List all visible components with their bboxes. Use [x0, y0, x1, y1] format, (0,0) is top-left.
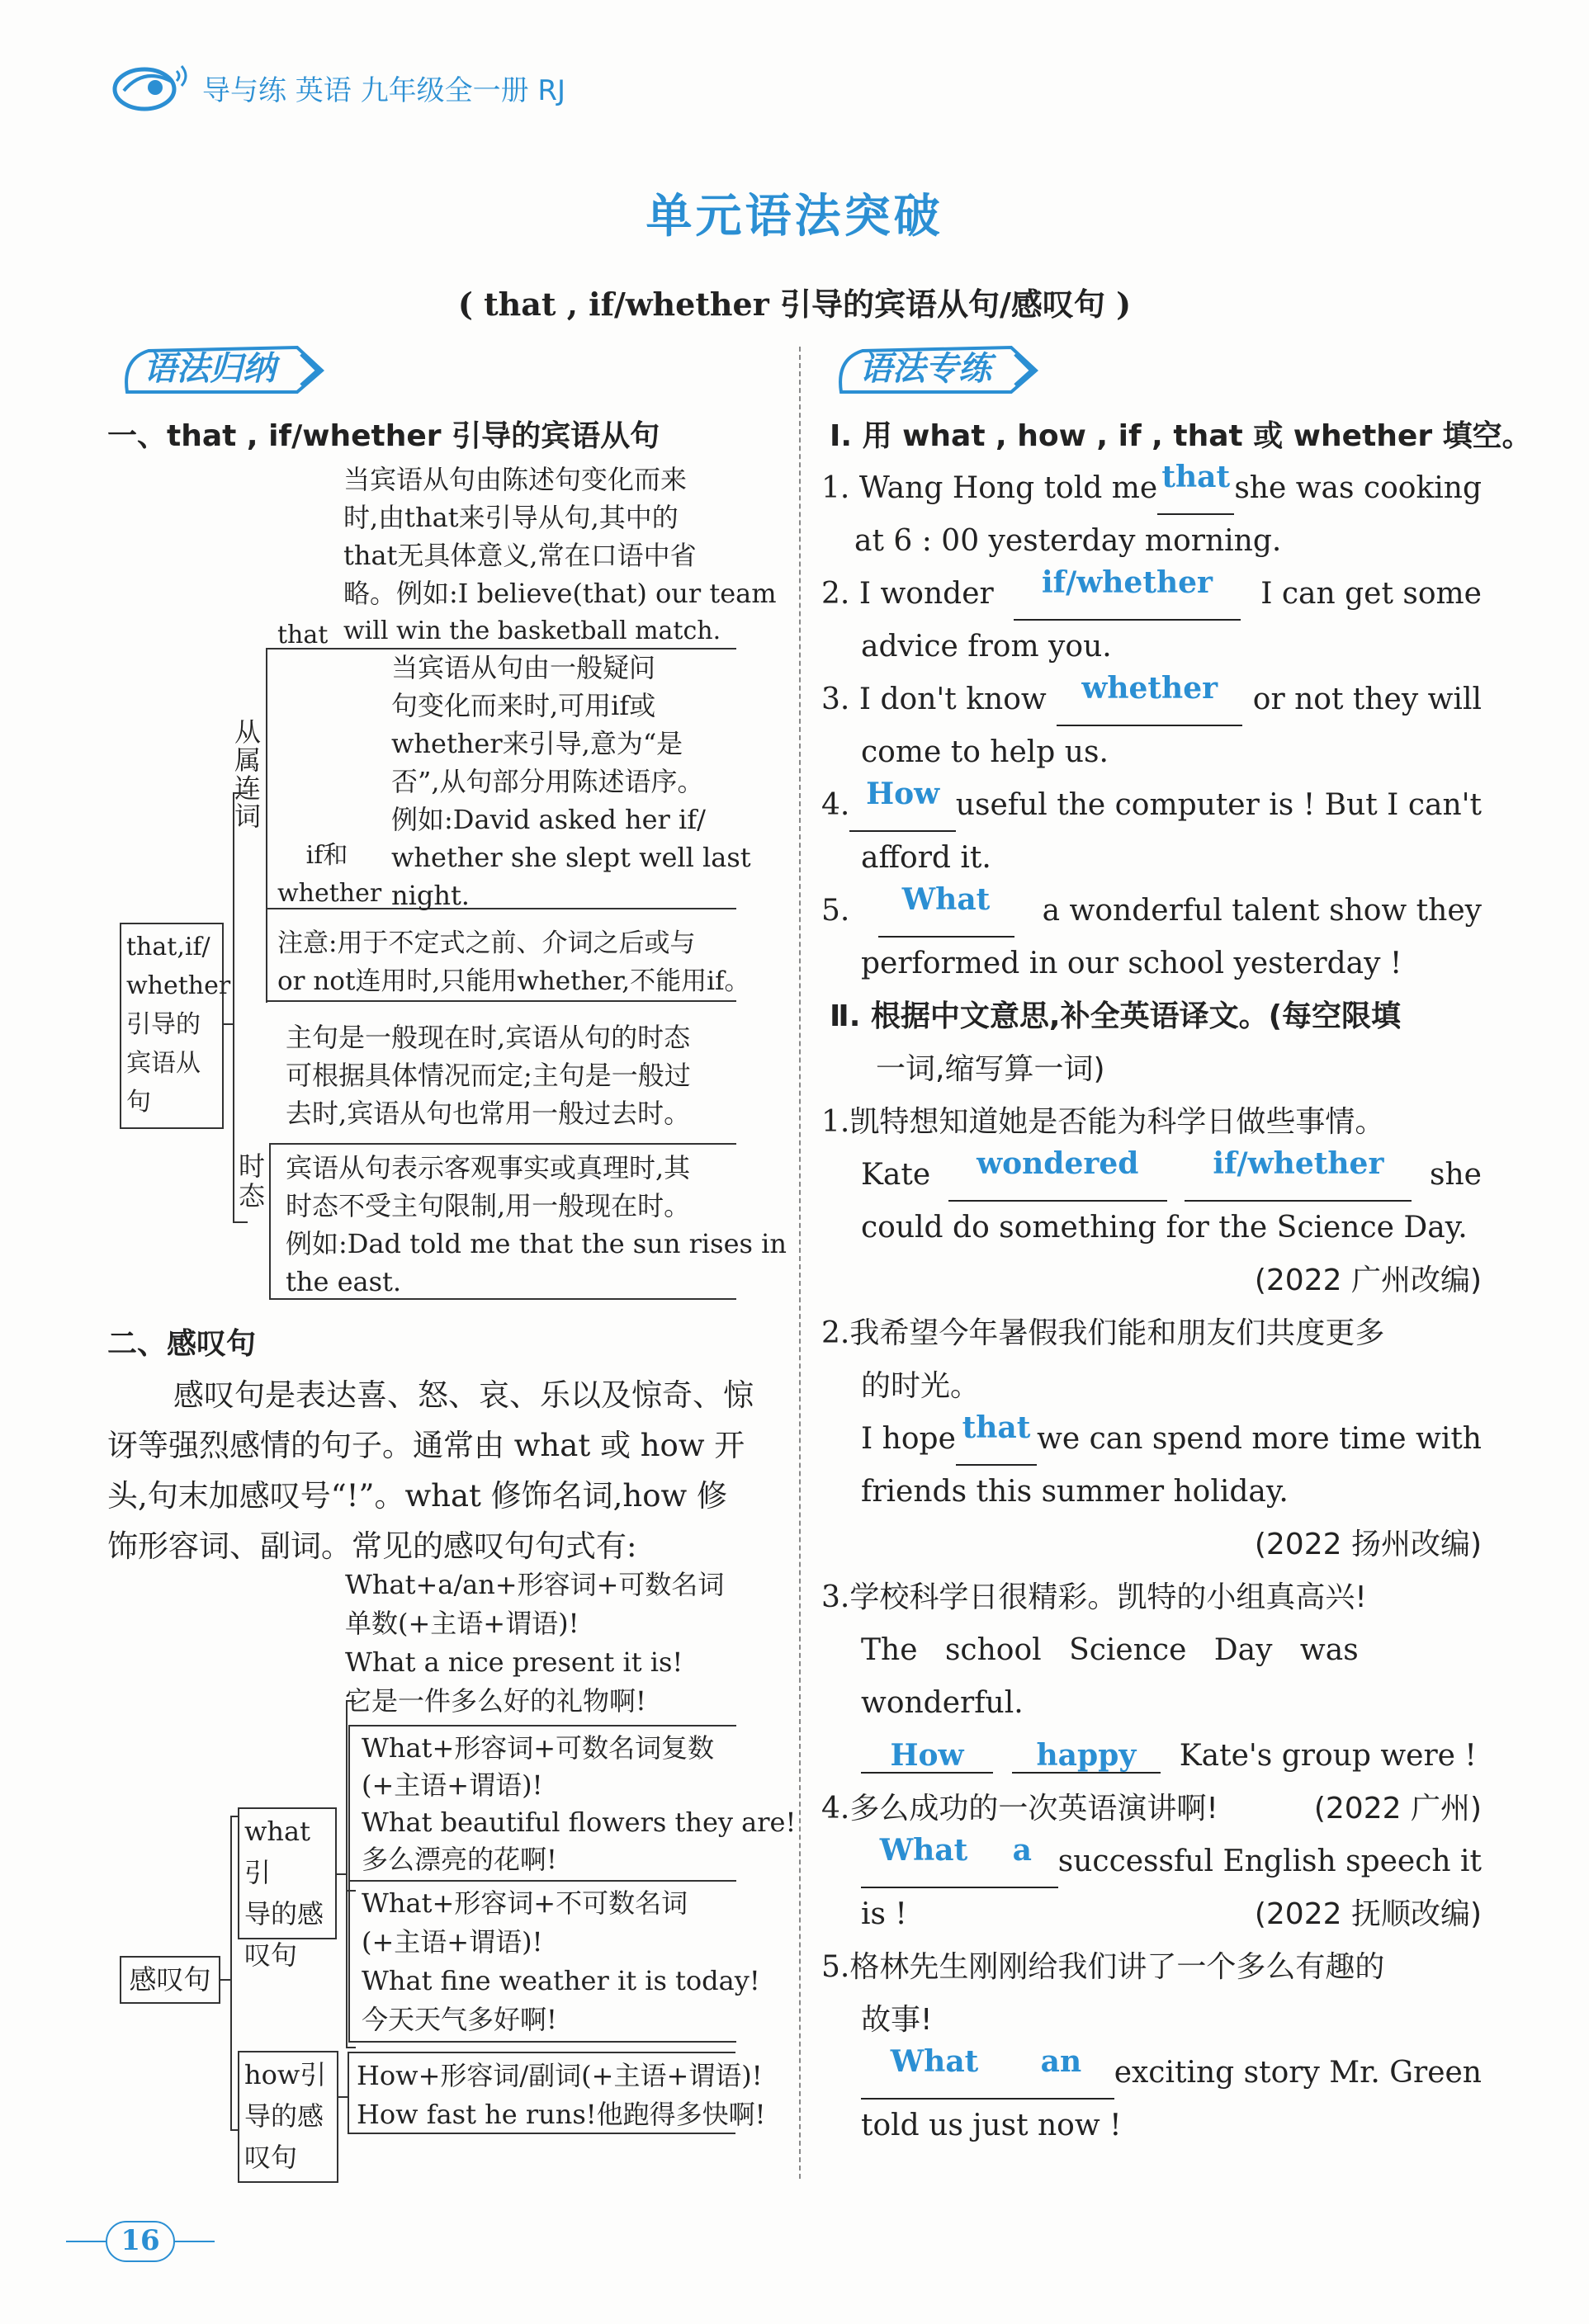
answer-blank[interactable]: if/whether	[1014, 568, 1241, 621]
answer-blank[interactable]: What	[861, 1835, 986, 1888]
column-divider	[799, 347, 801, 2179]
answer-blank[interactable]: How	[861, 1741, 993, 1774]
logo-icon	[107, 58, 190, 116]
root-line: 宾语从	[126, 1049, 201, 1078]
that-explanation: 当宾语从句由陈述句变化而来 时,由that来引导从句,其中的 that无具体意义,常在口语中省 略。例如:I believe(that) our team will win the basketball match.	[343, 464, 777, 645]
shitai-label: 时 态	[238, 1150, 265, 1212]
part1-title: Ⅰ. 用 what , how , if , that 或 whether 填空。	[830, 419, 1532, 453]
root-line: 句	[126, 1088, 151, 1117]
part2-title: Ⅱ. 根据中文意思,补全英语译文。(每空限填 一词,缩写算一词)	[830, 999, 1402, 1086]
what-pattern-3: What+形容词+不可数名词 (+主语+谓语)! What fine weather it is today! 今天天气多好啊!	[362, 1887, 760, 2035]
p1-item-4: 4. How useful the computer is ! But I can't afford it.	[821, 777, 1482, 875]
section1-title: 一、that , if/whether 引导的宾语从句	[107, 419, 660, 453]
excl-root-box: 感叹句	[120, 1956, 220, 2004]
answer-blank[interactable]: What	[878, 885, 1014, 938]
note-text: 注意:用于不定式之前、介词之后或与 or not连用时,只能用whether,不能用if。	[277, 928, 750, 996]
ifw-explanation: 当宾语从句由一般疑问 句变化而来时,可用if或 whether来引导,意为“是 否”,从句部分用陈述语序。 例如:David asked her if/ whether she slept well last night.	[391, 652, 751, 911]
section2-paragraph: 感叹句是表达喜、怒、哀、乐以及惊奇、惊 讶等强烈感情的句子。通常由 what 或 how 开 头,句末加感叹号“!”。what 修饰名词,how 修 饰形容词、副词。常见的感叹句句式有:	[107, 1377, 754, 1564]
page-title: 单元语法突破	[646, 190, 943, 243]
root-line: 引导的	[126, 1010, 201, 1039]
left-badge-label: 语法归纳	[144, 350, 276, 388]
answer-blank[interactable]: a	[986, 1835, 1058, 1888]
section2-title: 二、感叹句	[107, 1327, 257, 1361]
right-badge	[830, 334, 1044, 400]
page-number: 16	[121, 2224, 160, 2257]
page-subtitle: ( that , if/whether 引导的宾语从句/感叹句 )	[457, 286, 1132, 323]
right-badge-label: 语法专练	[859, 350, 991, 388]
p1-item-2: 2. I wonder if/whether I can get some advice from you.	[821, 565, 1482, 664]
answer-blank[interactable]: that	[956, 1413, 1037, 1466]
p2-item-2: 2.我希望今年暑假我们能和朋友们共度更多 的时光。 I hope that we can spend more time with friends this summer holiday. (2022 扬州改编)	[821, 1316, 1482, 1561]
what-pattern-1: What+a/an+形容词+可数名词 单数(+主语+谓语)! What a nice present it is! 它是一件多么好的礼物啊!	[345, 1569, 725, 1717]
header-logo	[107, 58, 190, 116]
what-label-box: what引 导的感 叹句	[238, 1807, 337, 1939]
header-title: 导与练 英语 九年级全一册 RJ	[202, 74, 566, 107]
cong-label: 从 属 连 词	[234, 716, 261, 832]
answer-blank[interactable]: that	[1157, 462, 1234, 515]
answer-blank[interactable]: happy	[1012, 1741, 1161, 1774]
tense-rule-2: 宾语从句表示客观事实或真理时,其 时态不受主句限制,用一般现在时。 例如:Dad told me that the sun rises in the east.	[286, 1152, 787, 1297]
p1-item-1: 1. Wang Hong told me that she was cooking at 6 : 00 yesterday morning.	[821, 460, 1482, 558]
answer-blank[interactable]: What	[861, 2047, 1008, 2100]
p2-item-5: 5.格林先生刚刚给我们讲了一个多么有趣的 故事! What an exciting story Mr. Green told us just now !	[821, 1950, 1482, 2142]
that-label: that	[277, 621, 329, 649]
p1-item-3: 3. I don't know whether or not they will come to help us.	[821, 671, 1482, 769]
p1-item-5: 5. What a wonderful talent show they performed in our school yesterday !	[821, 882, 1482, 980]
answer-blank[interactable]: whether	[1057, 673, 1242, 726]
p2-item-3: 3.学校科学日很精彩。凯特的小组真高兴! The school Science Day was wonderful. How happy Kate's group were ! (2022 广州)	[821, 1580, 1482, 1826]
answer-blank[interactable]: How	[849, 779, 955, 832]
root-box	[120, 923, 231, 1129]
ifw-label: if和 whether	[277, 841, 382, 908]
root-line: that,if/	[126, 933, 210, 961]
what-pattern-2: What+形容词+可数名词复数 (+主语+谓语)! What beautiful flowers they are! 多么漂亮的花啊!	[362, 1732, 797, 1875]
answer-blank[interactable]: if/whether	[1185, 1149, 1412, 1202]
p2-item-1: 1.凯特想知道她是否能为科学日做些事情。 Kate wondered if/whether she could do something for the Science Day. (2022 广州改编)	[821, 1105, 1482, 1297]
left-badge	[116, 334, 330, 400]
tense-rule-1: 主句是一般现在时,宾语从句的时态 可根据具体情况而定;主句是一般过 去时,宾语从句也常用一般过去时。	[286, 1022, 691, 1129]
how-pattern-1: How+形容词/副词(+主语+谓语)! How fast he runs!他跑得多快啊!	[357, 2060, 766, 2130]
answer-blank[interactable]: an	[1008, 2047, 1114, 2100]
p2-item-4: 4.多么成功的一次英语演讲啊! What a successful English speech it is ! (2022 抚顺改编)	[821, 1792, 1482, 1931]
how-label-box: how引 导的感 叹句	[238, 2051, 338, 2183]
answer-blank[interactable]: wondered	[948, 1149, 1167, 1202]
root-line: whether	[126, 971, 231, 1000]
page-number-ornament	[66, 2216, 215, 2265]
